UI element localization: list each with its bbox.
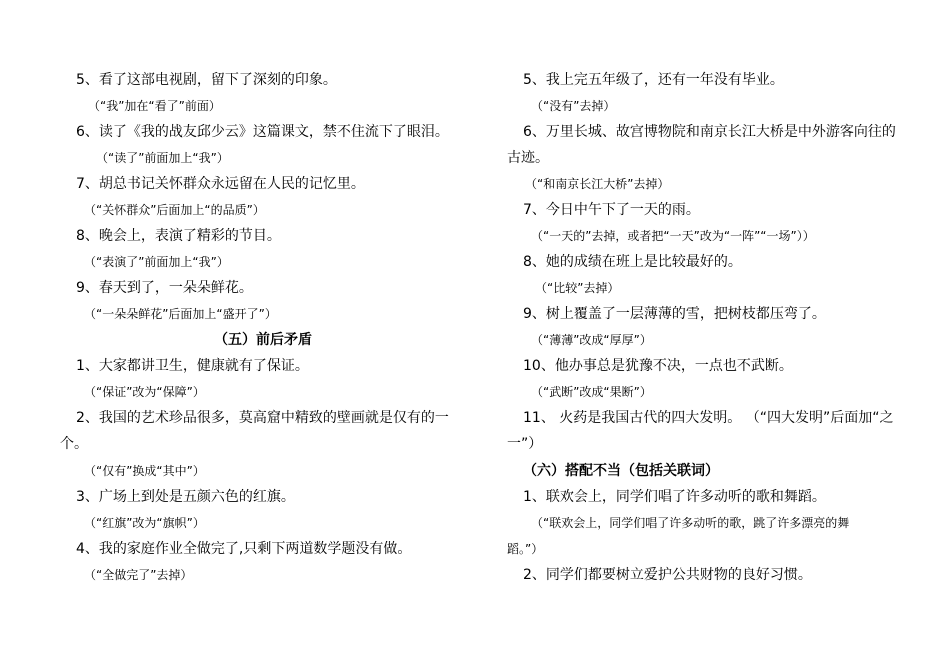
correction-note-continuation: 蹈。”）: [507, 542, 544, 556]
item-line: 6、读了《我的战友邱少云》这篇课文，禁不住流下了眼泪。: [76, 124, 449, 140]
correction-note: （“一天的”去掉，或者把“一天”改为“一阵”“一场”））: [531, 229, 815, 243]
item-line: 8、晚会上，表演了精彩的节目。: [76, 228, 281, 244]
correction-note: （“表演了”前面加上“我”）: [84, 255, 229, 269]
item-line: 11、 火药是我国古代的四大发明。 （“四大发明”后面加“之: [523, 410, 894, 426]
correction-note: （“红旗”改为“旗帜”）: [84, 516, 205, 530]
correction-note: （“武断”改成“果断”）: [531, 385, 652, 399]
item-line: 2、我国的艺术珍品很多，莫高窟中精致的壁画就是仅有的一: [76, 410, 449, 426]
correction-note: （“比较”去掉）: [535, 281, 620, 295]
item-line: 9、树上覆盖了一层薄薄的雪，把树枝都压弯了。: [523, 306, 826, 322]
item-line: 9、春天到了，一朵朵鲜花。: [76, 280, 253, 296]
correction-note: （“读了”前面加上“我”）: [96, 151, 229, 165]
item-line: 1、大家都讲卫生，健康就有了保证。: [76, 358, 309, 374]
correction-note: （“我”加在“看了”前面）: [88, 99, 221, 113]
item-line-continuation: 个。: [60, 436, 88, 452]
item-line: 8、她的成绩在班上是比较最好的。: [523, 254, 742, 270]
item-line-continuation: 一”）: [507, 436, 543, 452]
item-line: 7、今日中午下了一天的雨。: [523, 202, 700, 218]
item-line: 5、我上完五年级了，还有一年没有毕业。: [523, 72, 784, 88]
correction-note: （“联欢会上，同学们唱了许多动听的歌，跳了许多漂亮的舞: [531, 516, 850, 530]
section-heading: （六）搭配不当（包括关联词）: [523, 463, 719, 479]
item-line: 1、联欢会上，同学们唱了许多动听的歌和舞蹈。: [523, 489, 826, 505]
item-line: 7、胡总书记关怀群众永远留在人民的记忆里。: [76, 176, 365, 192]
item-line: 3、广场上到处是五颜六色的红旗。: [76, 489, 295, 505]
correction-note: （“薄薄”改成“厚厚”）: [531, 333, 652, 347]
correction-note: （“一朵朵鲜花”后面加上“盛开了”）: [84, 307, 277, 321]
item-line: 10、他办事总是犹豫不决，一点也不武断。: [523, 358, 793, 374]
correction-note: （“没有”去掉）: [531, 99, 616, 113]
correction-note: （“全做完了”去掉）: [84, 568, 193, 582]
correction-note: （“仅有”换成“其中”）: [84, 464, 205, 478]
item-line: 6、万里长城、故宫博物院和南京长江大桥是中外游客向往的: [523, 124, 896, 140]
item-line-continuation: 古迹。: [507, 150, 549, 166]
correction-note: （“和南京长江大桥”去掉）: [525, 177, 670, 191]
section-heading: （五）前后矛盾: [214, 332, 312, 348]
correction-note: （“保证”改为“保障”）: [84, 385, 205, 399]
correction-note: （“关怀群众”后面加上“的品质”）: [84, 203, 265, 217]
item-line: 2、同学们都要树立爱护公共财物的良好习惯。: [523, 567, 812, 583]
item-line: 5、看了这部电视剧，留下了深刻的印象。: [76, 72, 337, 88]
item-line: 4、我的家庭作业全做完了,只剩下两道数学题没有做。: [76, 541, 412, 557]
